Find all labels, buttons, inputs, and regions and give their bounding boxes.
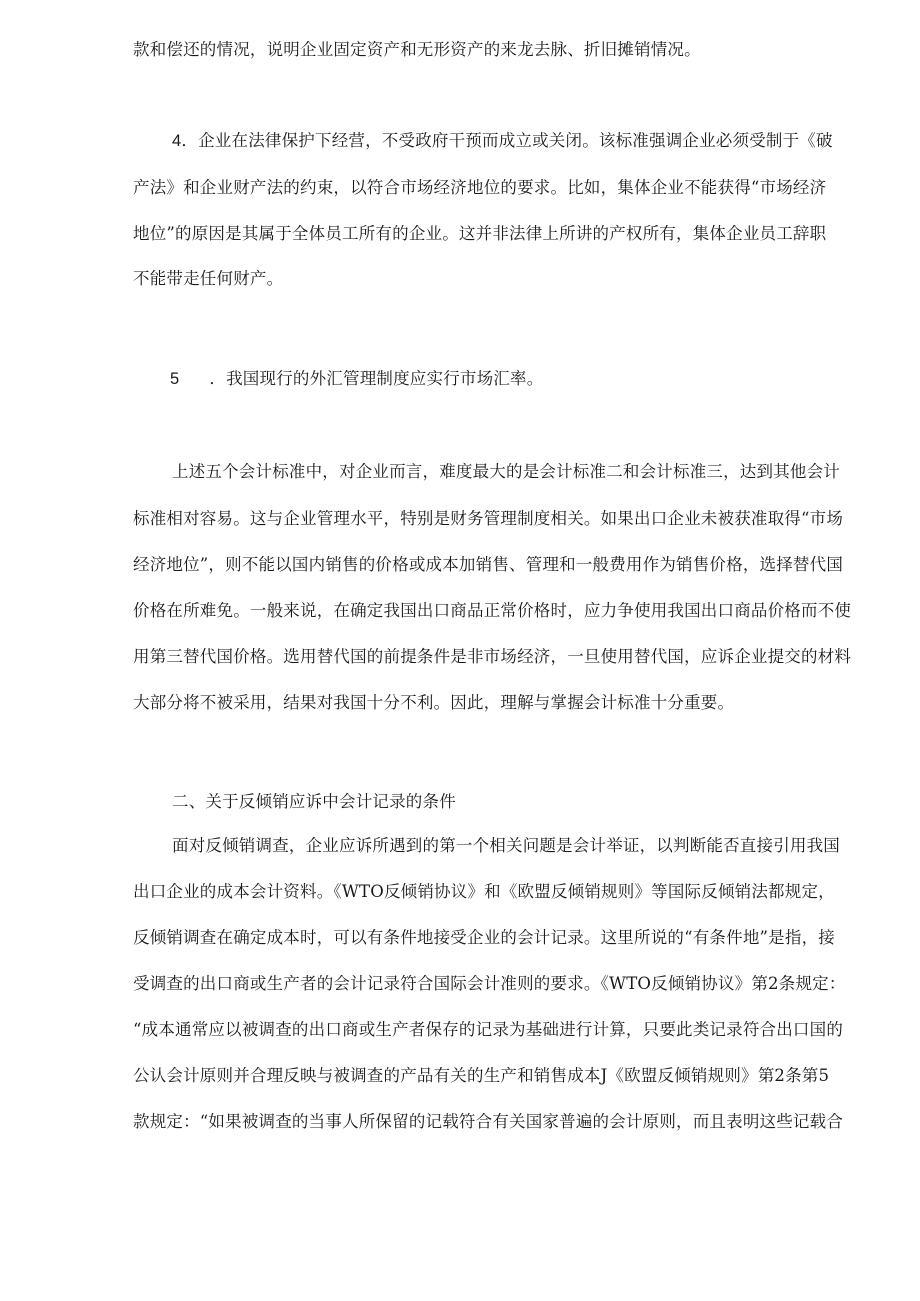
paragraph-section2-line-2: 出口企业的成本会计资料。《WTO反倾销协议》和《欧盟反倾销规则》等国际反倾销法都规定， [133,882,835,901]
paragraph-item-5-line-1 [170,369,543,389]
paragraph-item-4-line-4: 不能带走任何财产。 [133,269,284,288]
section-heading-2: 二、关于反倾销应诉中会计记录的条件 [172,792,456,811]
paragraph-section2-line-4: 受调查的出口商或生产者的会计记录符合国际会计准则的要求。《WTO反倾销协议》第2条规定： [133,974,846,993]
paragraph-item-4-line-1 [172,131,833,151]
paragraph-item-4-line-3: 地位”的原因是其属于全体员工所有的企业。这并非法律上所讲的产权所有，集体企业员工辞职 [133,224,827,243]
paragraph-item-4-line-2: 产法》和企业财产法的约束，以符合市场经济地位的要求。比如，集体企业不能获得“市场经济 [133,178,827,197]
item-5-text: ．我国现行的外汇管理制度应实行市场汇率。 [209,369,544,388]
paragraph-section2-line-5: “成本通常应以被调查的出口商或生产者保存的记录为基础进行计算，只要此类记录符合出口国的 [133,1020,844,1039]
paragraph-section2-line-3: 反倾销调查在确定成本时，可以有条件地接受企业的会计记录。这里所说的“有条件地”是指，接 [133,928,835,947]
paragraph-summary-line-1: 上述五个会计标准中，对企业而言，难度最大的是会计标准二和会计标准三，达到其他会计 [172,462,840,481]
paragraph-section2-line-1: 面对反倾销调查，企业应诉所遇到的第一个相关问题是会计举证，以判断能否直接引用我国 [172,836,840,855]
paragraph-summary-line-3: 经济地位”，则不能以国内销售的价格或成本加销售、管理和一般费用作为销售价格，选择替代国 [133,555,844,574]
paragraph-section2-line-6: 公认会计原则并合理反映与被调查的产品有关的生产和销售成本J《欧盟反倾销规则》第2条第5 [133,1066,830,1085]
item-4-text: ．企业在法律保护下经营，不受政府干预而成立或关闭。该标准强调企业必须受制于《破 [181,131,833,150]
item-5-number: 5 [170,370,180,388]
paragraph-section2-line-7: 款规定：“如果被调查的当事人所保留的记载符合有关国家普遍的会计原则，而且表明这些记载合 [133,1112,844,1131]
paragraph-intro-line-1: 款和偿还的情况，说明企业固定资产和无形资产的来龙去脉、折旧摊销情况。 [133,40,701,59]
paragraph-summary-line-6: 大部分将不被采用，结果对我国十分不利。因此，理解与掌握会计标准十分重要。 [133,693,735,712]
item-4-number: 4 [172,132,182,150]
paragraph-summary-line-4: 价格在所难免。一般来说，在确定我国出口商品正常价格时，应力争使用我国出口商品价格而不使 [133,601,852,620]
paragraph-summary-line-2: 标准相对容易。这与企业管理水平，特别是财务管理制度相关。如果出口企业未被获准取得“市场 [133,509,844,528]
paragraph-summary-line-5: 用第三替代国价格。选用替代国的前提条件是非市场经济，一旦使用替代国，应诉企业提交的材料 [133,647,852,666]
